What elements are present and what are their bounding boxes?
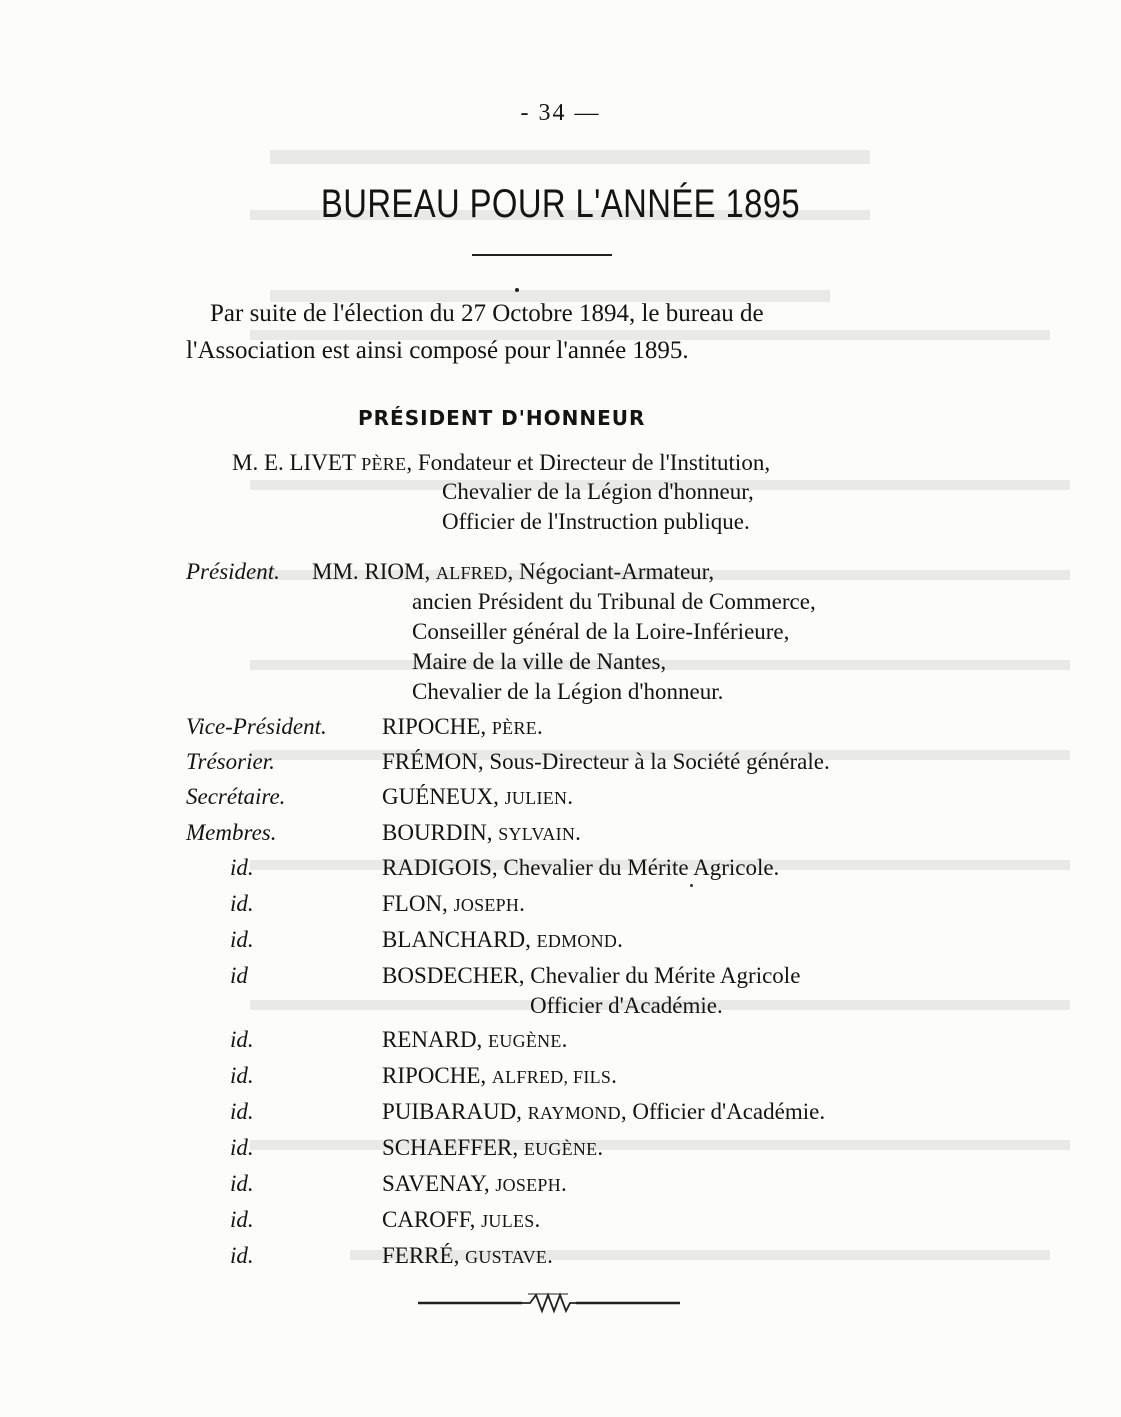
officer-role: Trésorier.	[186, 749, 275, 774]
member-name: RADIGOIS, Chevalier du Mérite Agricole.	[382, 855, 780, 880]
member-title: .	[611, 1063, 617, 1088]
officer-name: GUÉNEUX,	[382, 784, 505, 809]
ink-speck	[690, 884, 693, 887]
member-entry	[382, 961, 800, 992]
member-entry	[382, 853, 779, 884]
member-name: PUIBARAUD,	[382, 1099, 528, 1124]
officer-role: Membres.	[186, 820, 277, 845]
member-role: id.	[230, 855, 254, 880]
president-name: MM. RIOM,	[312, 559, 436, 584]
member-given-name: EUGÈNE	[488, 1031, 562, 1051]
member-name: FERRÉ,	[382, 1243, 466, 1268]
president-first-name: ALFRED	[435, 563, 508, 583]
member-name: BOSDECHER, Chevalier du Mérite Agricole	[382, 963, 801, 988]
officer-title: .	[567, 784, 573, 809]
officer-entry	[382, 782, 573, 813]
honorary-president-heading: PRÉSIDENT D'HONNEUR	[358, 406, 646, 430]
member-given-name: RAYMOND	[527, 1103, 621, 1123]
member-entry	[382, 1205, 540, 1236]
intro-line-1: Par suite de l'élection du 27 Octobre 1894, le bureau de	[210, 300, 764, 327]
president-title: , Négociant-Armateur,	[507, 559, 715, 584]
officer-name: FRÉMON, Sous-Directeur à la Société générale.	[382, 749, 830, 774]
member-title-line-2: Officier d'Académie.	[530, 993, 723, 1018]
president-line-1	[312, 557, 714, 588]
member-title: .	[560, 1171, 567, 1196]
member-role: id.	[230, 891, 254, 916]
officer-given-name: JULIEN	[504, 788, 568, 808]
officer-name: BOURDIN,	[382, 820, 499, 845]
honorary-president-line-2: Chevalier de la Légion d'honneur,	[442, 479, 754, 504]
member-title: , Officier d'Académie.	[620, 1099, 826, 1124]
officer-name: RIPOCHE,	[382, 714, 492, 739]
member-given-name: GUSTAVE	[465, 1247, 548, 1267]
member-given-name: JULES	[481, 1211, 535, 1231]
officer-given-name: PÈRE	[491, 718, 537, 738]
member-title: .	[547, 1243, 553, 1268]
member-given-name: JOSEPH	[495, 1175, 561, 1195]
officer-title: .	[536, 714, 543, 739]
member-given-name: EUGÈNE	[523, 1139, 598, 1159]
member-title: .	[561, 1027, 568, 1052]
member-entry	[382, 1169, 567, 1200]
honorary-president-name: M. E. LIVET	[232, 450, 356, 475]
member-role: id.	[230, 1063, 254, 1088]
end-ornament	[418, 1290, 680, 1314]
officer-entry	[382, 818, 581, 849]
honorary-president-line-3: Officier de l'Instruction publique.	[442, 509, 750, 534]
member-role: id.	[230, 1027, 254, 1052]
president-line-4: Maire de la ville de Nantes,	[412, 649, 667, 674]
page-title: BUREAU POUR L'ANNÉE 1895	[320, 182, 801, 226]
page-number: - 34 —	[520, 100, 601, 126]
president-line-5: Chevalier de la Légion d'honneur.	[412, 679, 724, 704]
member-entry	[382, 1025, 567, 1056]
member-name: RENARD,	[382, 1027, 489, 1052]
member-role: id.	[230, 1135, 254, 1160]
president-line-3: Conseiller général de la Loire-Inférieure,	[412, 619, 790, 644]
member-given-name: JOSEPH	[453, 895, 520, 915]
honorary-president-suffix: PÈRE	[361, 454, 407, 474]
officer-title: .	[575, 820, 581, 845]
member-title: .	[617, 927, 623, 952]
member-given-name: ALFRED, FILS	[491, 1067, 612, 1087]
member-name: SAVENAY,	[382, 1171, 496, 1196]
officer-role: Vice-Président.	[186, 714, 327, 739]
member-entry	[382, 1241, 553, 1272]
member-title: .	[597, 1135, 604, 1160]
member-name: RIPOCHE,	[382, 1063, 492, 1088]
member-title: .	[534, 1207, 541, 1232]
officer-role: Secrétaire.	[186, 784, 286, 809]
intro-line-2: l'Association est ainsi composé pour l'année 1895.	[186, 337, 689, 364]
member-role: id	[230, 963, 248, 988]
president-role: Président.	[186, 559, 280, 584]
member-entry	[382, 889, 525, 920]
member-role: id.	[230, 1243, 254, 1268]
member-role: id.	[230, 1099, 254, 1124]
member-role: id.	[230, 1207, 254, 1232]
honorary-president-title: , Fondateur et Directeur de l'Institution,	[406, 450, 771, 475]
member-title: .	[519, 891, 525, 916]
honorary-president-line-1	[232, 448, 770, 479]
officer-entry	[382, 712, 543, 743]
officer-given-name: SYLVAIN	[498, 824, 576, 844]
member-name: SCHAEFFER,	[382, 1135, 524, 1160]
member-entry	[382, 925, 623, 956]
title-underline	[472, 254, 612, 256]
member-entry	[382, 1133, 603, 1164]
officer-entry	[382, 747, 830, 778]
member-entry	[382, 1061, 617, 1092]
member-name: CAROFF,	[382, 1207, 482, 1232]
member-entry	[382, 1097, 825, 1128]
member-name: BLANCHARD,	[382, 927, 537, 952]
member-name: FLON,	[382, 891, 454, 916]
member-given-name: EDMOND	[536, 931, 618, 951]
ink-dot	[515, 288, 519, 292]
president-line-2: ancien Président du Tribunal de Commerce,	[412, 589, 816, 614]
member-role: id.	[230, 927, 254, 952]
member-role: id.	[230, 1171, 254, 1196]
